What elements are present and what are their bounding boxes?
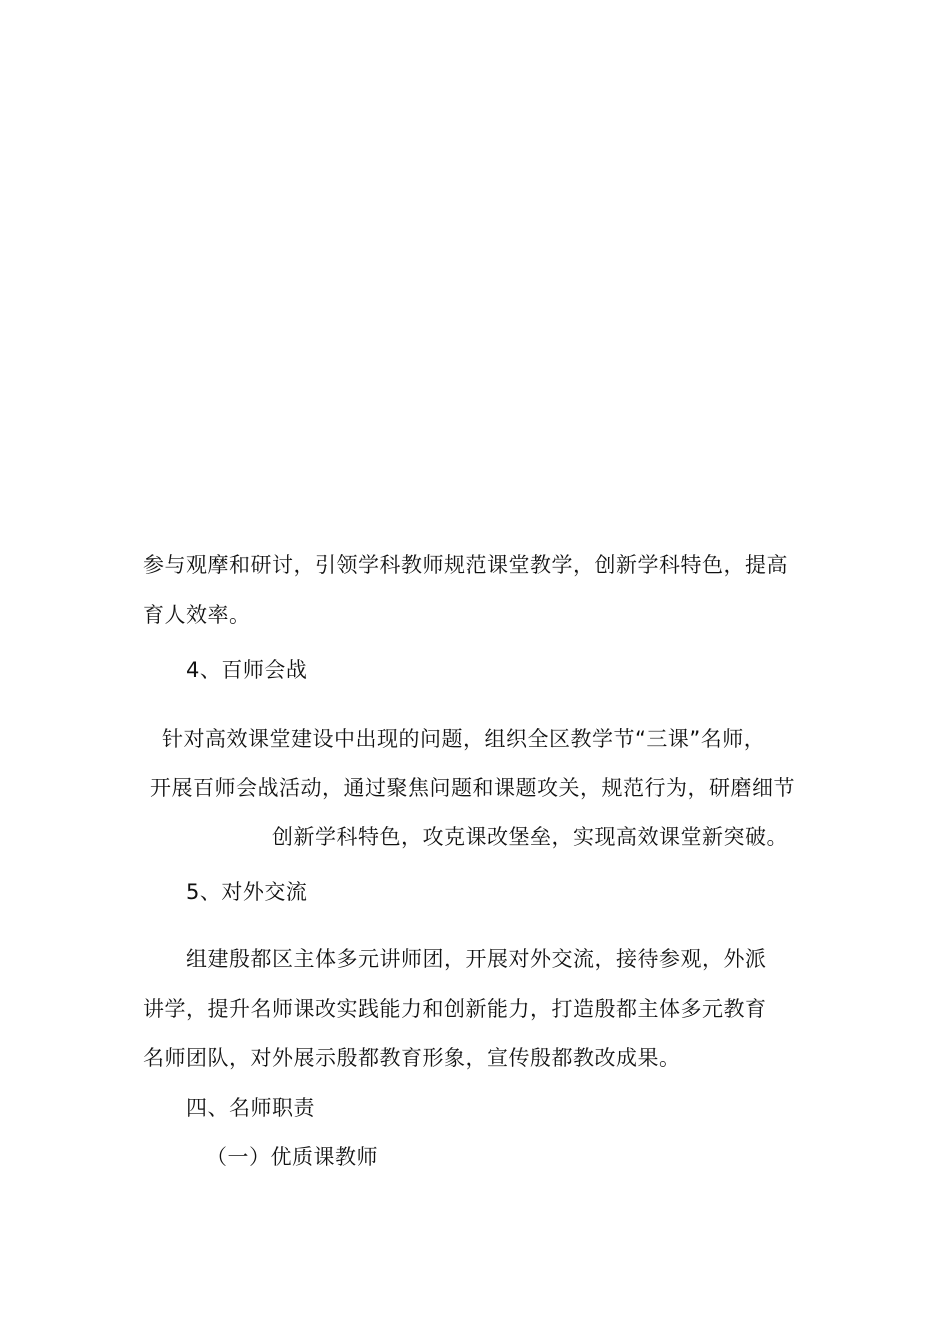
heading-4-hundred-teachers: 4、百师会战 (186, 658, 308, 682)
paragraph-2-line-1: 针对高效课堂建设中出现的问题，组织全区教学节“三课”名师， (162, 727, 766, 751)
paragraph-3-line-3: 名师团队，对外展示殷都教育形象，宣传殷都教改成果。 (143, 1046, 681, 1070)
heading-5-external-exchange: 5、对外交流 (186, 880, 308, 904)
paragraph-2-line-2: 开展百师会战活动，通过聚焦问题和课题攻关，规范行为，研磨细节 (150, 776, 795, 800)
paragraph-3-line-1: 组建殷都区主体多元讲师团，开展对外交流，接待参观，外派 (186, 947, 767, 971)
paragraph-2-line-3: 创新学科特色，攻克课改堡垒，实现高效课堂新突破。 (272, 825, 788, 849)
paragraph-1-line-2: 育人效率。 (143, 603, 251, 627)
section-4-title: 四、名师职责 (186, 1096, 315, 1120)
paragraph-3-line-2: 讲学，提升名师课改实践能力和创新能力，打造殷都主体多元教育 (143, 997, 767, 1021)
paragraph-1-line-1: 参与观摩和研讨，引领学科教师规范课堂教学，创新学科特色，提高 (143, 553, 788, 577)
subsection-1-title: （一）优质课教师 (206, 1145, 378, 1169)
